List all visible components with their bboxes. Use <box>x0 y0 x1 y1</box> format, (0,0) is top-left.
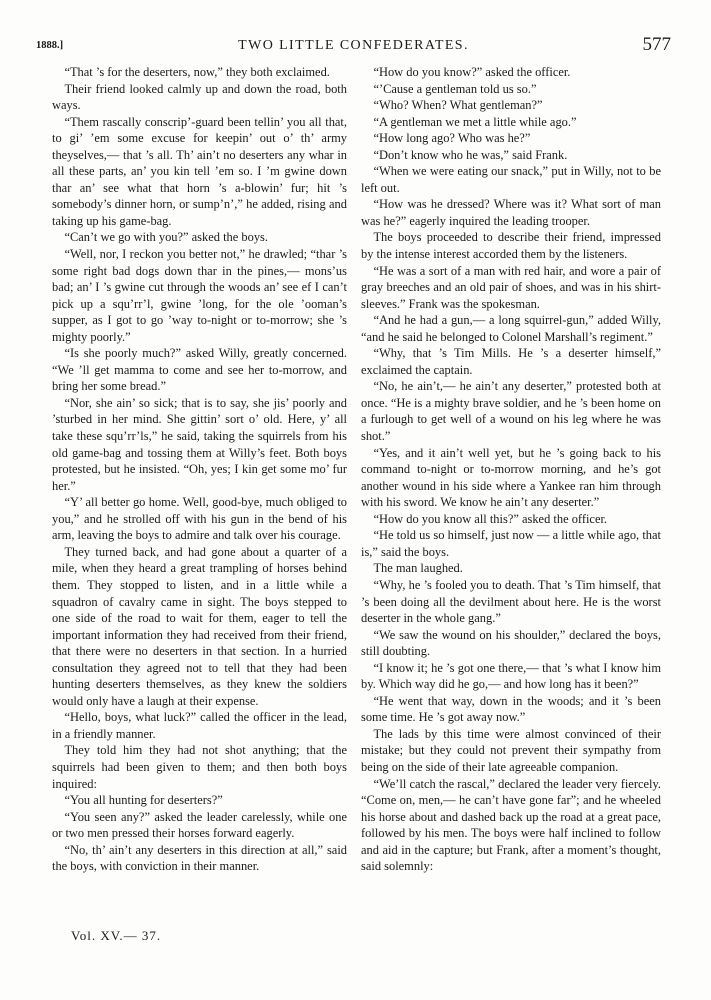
paragraph: “How was he dressed? Where was it? What sort of man was he?” eagerly inquired the leading trooper. <box>361 197 661 228</box>
paragraph: “Why, that ’s Tim Mills. He ’s a deserter himself,” exclaimed the captain. <box>361 346 661 377</box>
page-header <box>36 36 671 60</box>
paragraph: “Don’t know who he was,” said Frank. <box>373 147 568 162</box>
issue-date: 1888.] <box>36 40 64 51</box>
volume-signature: Vol. XV.— 37. <box>71 928 162 943</box>
paragraph: “’Cause a gentleman told us so.” <box>373 81 537 96</box>
paragraph: “He was a sort of a man with red hair, and wore a pair of gray breeches and an old pair of shoes, and was in his shirt-sleeves.” Frank was the spokesman. <box>361 263 661 311</box>
paragraph: “How do you know?” asked the officer. <box>373 65 571 79</box>
paragraph: “Why, he ’s fooled you to death. That ’s Tim himself, that ’s been doing all the devilment about here. He is the worst deserter in the whole gang.” <box>361 577 661 626</box>
paragraph: The lads by this time were almost convinced of their mistake; but they could not prevent their sympathy from being on the side of their late agreeable companion. <box>361 726 661 774</box>
paragraph: “And he had a gun,— a long squirrel-gun,” added Willy, “and he said he belonged to Colonel Marshall’s regiment.” <box>361 313 661 344</box>
paragraph: “You seen any?” asked the leader carelessly, while one or two men pressed their horses forward eagerly. <box>52 809 347 841</box>
paragraph: “Can’t we go with you?” asked the boys. <box>64 230 268 245</box>
running-title: TWO LITTLE CONFEDERATES. <box>238 38 469 53</box>
paragraph: “How long ago? Who was he?” <box>373 131 531 146</box>
paragraph: “Is she poorly much?” asked Willy, greatly concerned. “We ’ll get mamma to come and see her to-morrow, and bring her some bread.” <box>52 346 347 394</box>
left-column <box>52 64 347 875</box>
paragraph: “You all hunting for deserters?” <box>64 793 223 808</box>
paragraph: “How do you know all this?” asked the officer. <box>373 511 608 526</box>
paragraph: “Well, nor, I reckon you better not,” he drawled; “thar ’s some right bad dogs down thar in the pines,— mons’us bad; an’ I ’s gwine cut through the woods an’ see ef I can’t pick up a squ’rr’l, gwine ’long, for the ole ’ooman’s supper, as I got to go ’way to-night or to-morrow; she ’s mighty poorly.” <box>52 247 347 344</box>
paragraph: “He went that way, down in the woods; and it ’s been some time. He ’s got away now.” <box>361 693 661 725</box>
paragraph: They turned back, and had gone about a quarter of a mile, when they heard a great trampling of horses behind them. They stopped to listen, and in a little while a squadron of cavalry came in sight. The boys stepped to one side of the road to wait for them, eager to tell the important information they had received from their friend, that there were no deserters in that section. In a hurried consultation they agreed not to tell that they had been hunting deserters themselves, as they knew the soldiers would only have a laugh at their expense. <box>52 544 347 708</box>
paragraph: “We saw the wound on his shoulder,” declared the boys, still doubting. <box>361 627 661 659</box>
paragraph: “That ’s for the deserters, now,” they both exclaimed. <box>64 65 330 79</box>
paragraph: The man laughed. <box>373 561 463 576</box>
paragraph: “We’ll catch the rascal,” declared the leader very fiercely. “Come on, men,— he can’t have gone far”; and he wheeled his horse about and dashed back up the road at a great pace, followed by his men. The boys were half inclined to follow and aid in the capture; but Frank, after a moment’s thought, said solemnly: <box>361 776 661 874</box>
paragraph: The boys proceeded to describe their friend, impressed by the intense interest accorded them by the listeners. <box>361 230 661 262</box>
paragraph: “No, he ain’t,— he ain’t any deserter,” protested both at once. “He is a mighty brave soldier, and he ’s been home on a furlough to get well of a wound on his leg where he was shot.” <box>361 379 661 444</box>
paragraph: “He told us so himself, just now — a little while ago, that is,” said the boys. <box>361 528 661 559</box>
paragraph: “A gentleman we met a little while ago.” <box>373 114 577 129</box>
paragraph: “Nor, she ain’ so sick; that is to say, she jis’ poorly and ’sturbed in her mind. She gittin’ sort o’ old. Here, y’ all take these squ’rr’ls,” he said, taking the squirrels from his old game-bag and tossing them at Willy’s feet. Both boys protested, but he insisted. “Oh, yes; I kin get some mo’ fur her.” <box>52 395 347 493</box>
paragraph: “I know it; he ’s got one there,— that ’s what I know him by. Which way did he go,— and how long has it been?” <box>361 660 661 692</box>
paragraph: “Who? When? What gentleman?” <box>373 98 543 113</box>
paragraph: “When we were eating our snack,” put in Willy, not to be left out. <box>361 164 661 195</box>
right-column <box>361 64 661 875</box>
paragraph: “Y’ all better go home. Well, good-bye, much obliged to you,” and he strolled off with his gun in the bend of his arm, leaving the boys to admire and talk over his courage. <box>52 495 347 543</box>
paragraph: “Them rascally conscrip’-guard been tellin’ you all that, to gi’ ’em some excuse for keepin’ out o’ th’ army theyselves,— that ’s all. Th’ ain’t no deserters any whar in all these parts, an’ you kin tell ’em so. I ’m gwine down thar an’ see what that horn ’s a-blowin’ fur; hit ’s somebody’s dinner horn, or sump’n’,” he added, rising and taking up his game-bag. <box>52 114 347 228</box>
paragraph: They told him they had not shot anything; that the squirrels had been given to them; and then both boys inquired: <box>52 743 347 791</box>
page-number: 577 <box>642 34 671 55</box>
paragraph: “Hello, boys, what luck?” called the officer in the lead, in a friendly manner. <box>52 710 347 741</box>
paragraph: Their friend looked calmly up and down the road, both ways. <box>52 81 347 113</box>
paragraph: “Yes, and it ain’t well yet, but he ’s going back to his command to-night or to-morrow morning, and he’s got another wound in his side where a Yankee ran him through with his sword. We know he ain’t any deserter.” <box>361 445 661 510</box>
paragraph: “No, th’ ain’t any deserters in this direction at all,” said the boys, with conviction in their manner. <box>52 842 347 874</box>
